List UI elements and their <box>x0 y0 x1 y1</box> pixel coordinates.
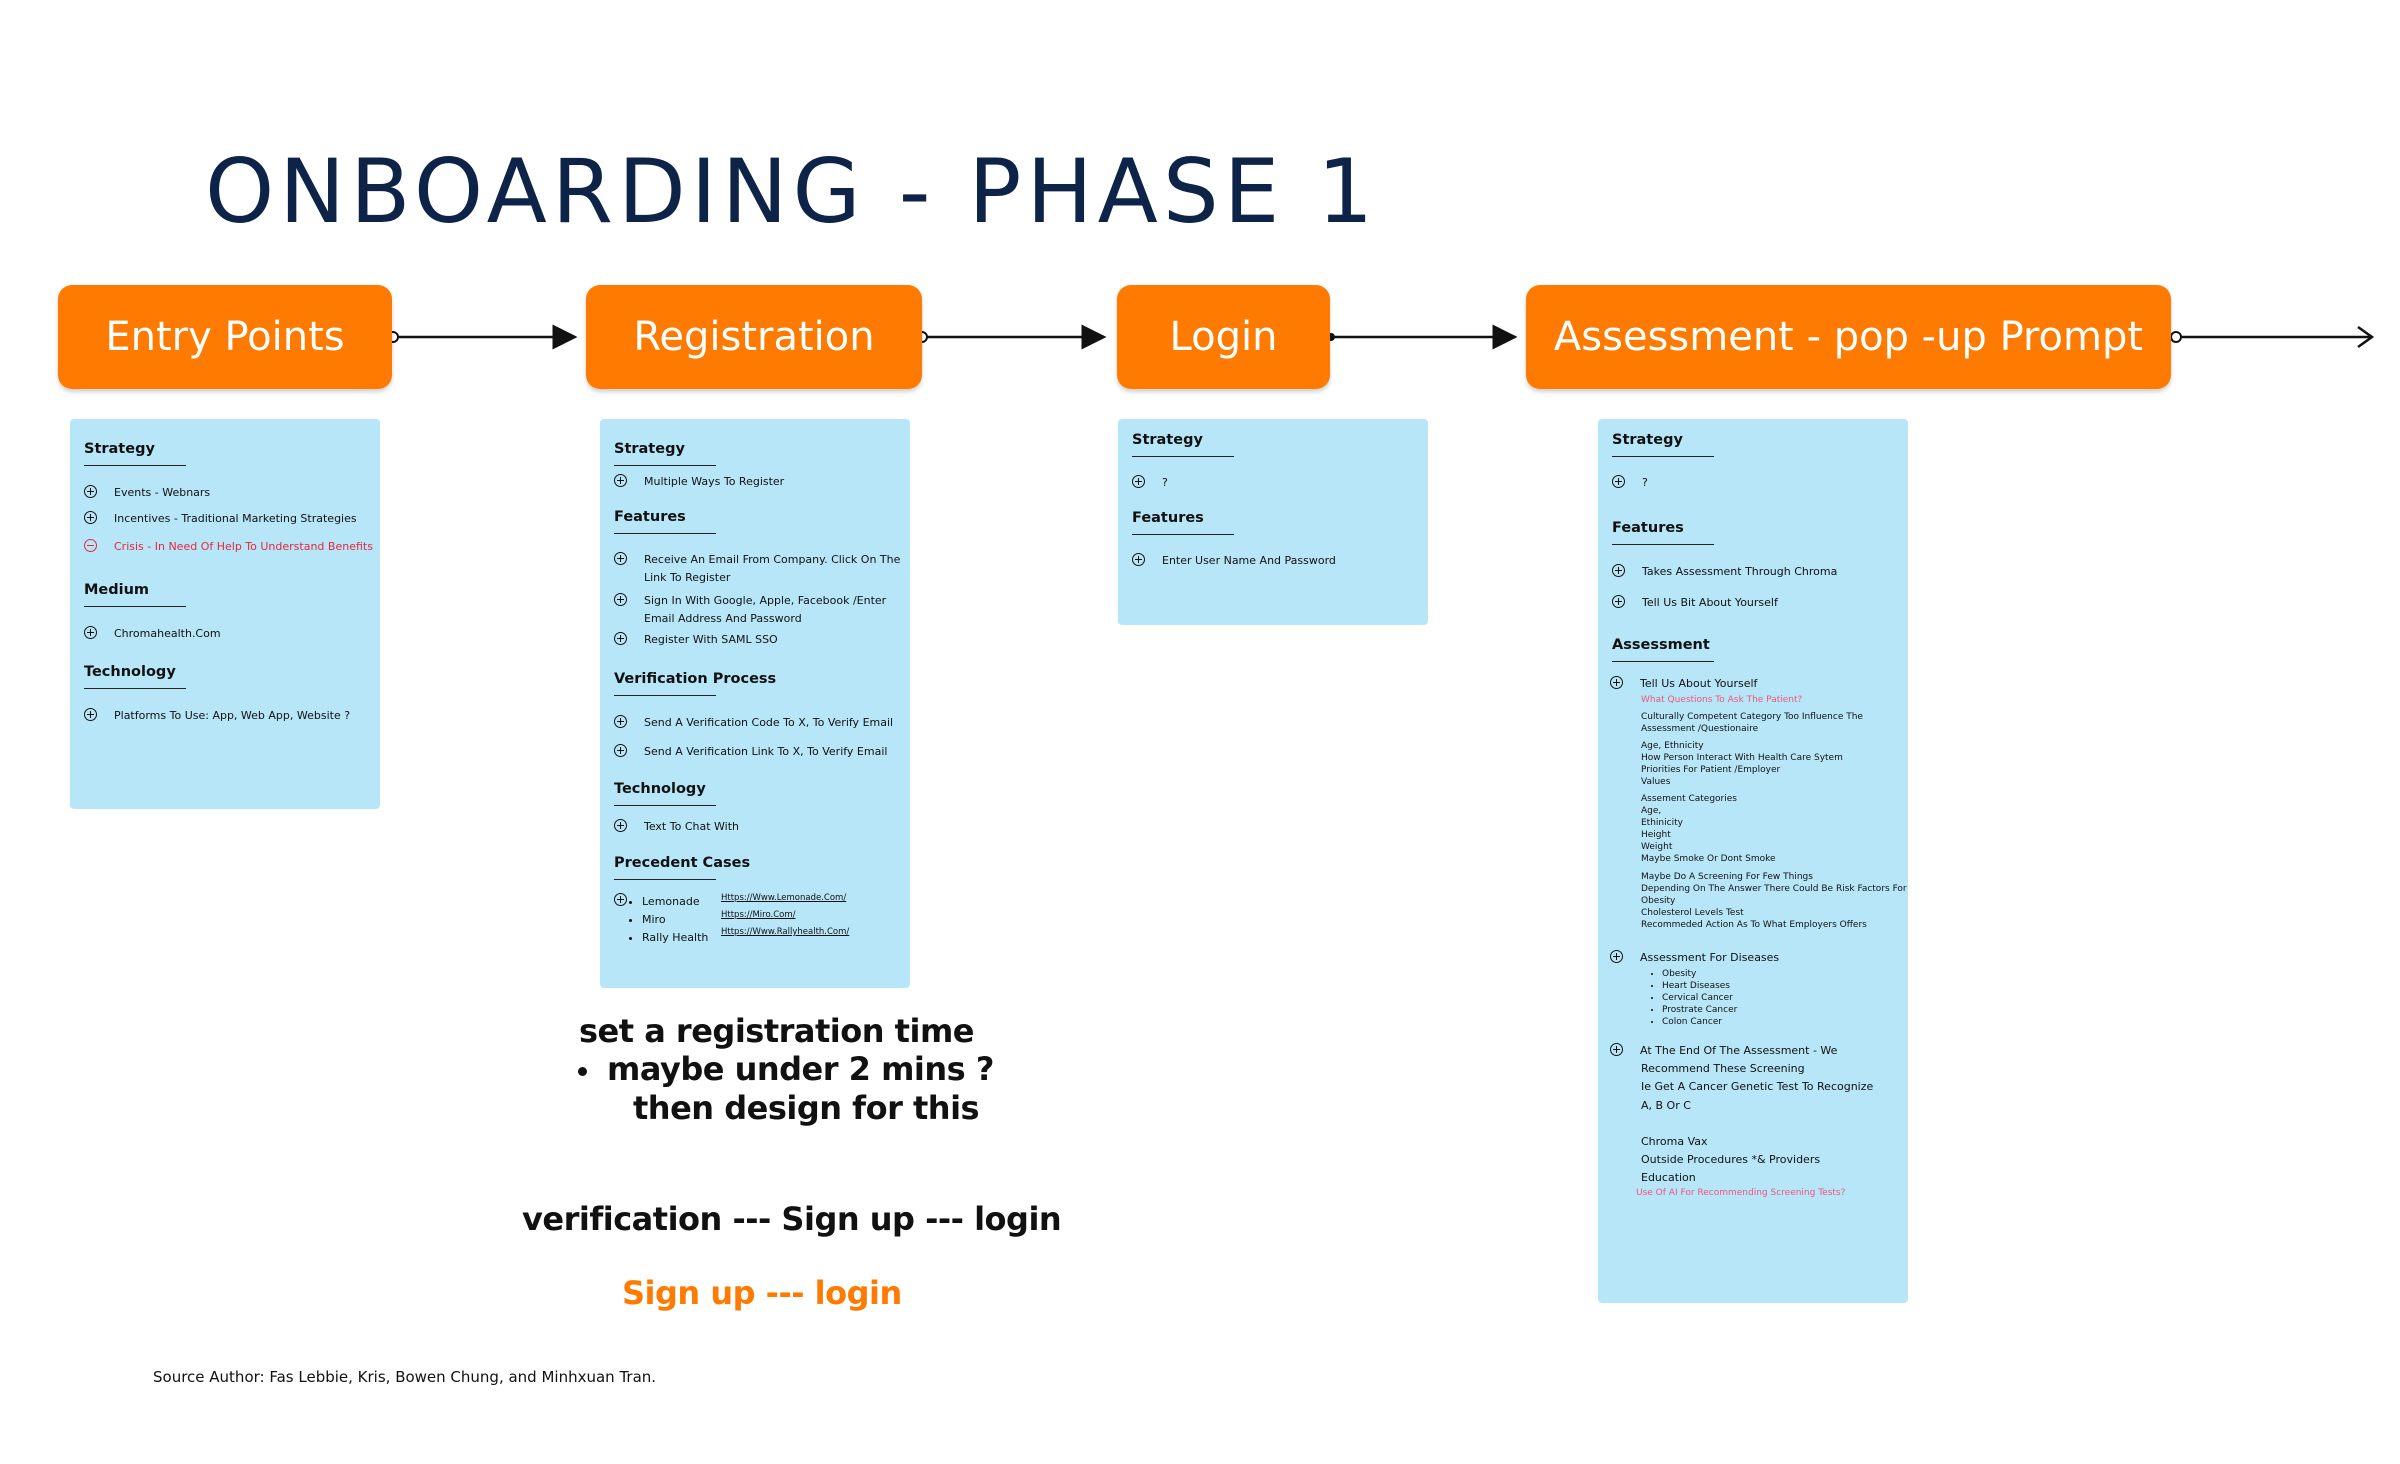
diseases-list <box>1650 968 1737 1028</box>
plus-circle-icon <box>614 474 627 487</box>
screening-line: Obesity <box>1641 896 1676 906</box>
stage-login: Login <box>1117 285 1330 389</box>
entry-points-card: Strategy Events - Webnars Incentives - Traditional Marketing Strategies Crisis - In Need Of Help To Understand Benefits Medium Chromahealth.Com Technology Platforms To Use: App, Web App, Website ? <box>70 419 380 809</box>
what-questions-note: What Questions To Ask The Patient? <box>1641 695 1803 705</box>
screening-line: Cholesterol Levels Test <box>1641 908 1744 918</box>
registration-card: Strategy Multiple Ways To Register Features Receive An Email From Company. Click On The Link To Register Sign In With Google, Apple, Facebook /Enter Email Address And Password Register With SAML SSO Verification Process Send A Verification Code To X, To Verify Email Send A Verification Link To X, To Verify Email Technology Text To Chat With Precedent Cases • Lemonade • Miro • Rally Health Https://Www.Lemonade.Com/ Https://Miro.Com/ Https://Www.Rallyhealth.Com/ <box>600 419 910 988</box>
plus-circle-icon <box>84 626 97 639</box>
page-title: ONBOARDING - PHASE 1 <box>205 140 1379 243</box>
connector-assessment-next <box>2171 327 2372 347</box>
plus-circle-icon <box>614 744 627 757</box>
assessment-features-head: Features <box>1612 520 1684 536</box>
entry-technology-head: Technology <box>84 664 176 680</box>
note-design-for-this: then design for this <box>633 1089 980 1127</box>
minus-circle-icon <box>84 539 97 552</box>
login-card: Strategy ? Features Enter User Name And Password <box>1118 419 1428 625</box>
stage-registration: Registration <box>586 285 922 389</box>
disease-item: • Heart Diseases <box>1662 980 1737 992</box>
category-line: Ethinicity <box>1641 818 1683 828</box>
stage-assessment: Assessment - pop -up Prompt <box>1526 285 2171 389</box>
entry-medium-head: Medium <box>84 582 150 598</box>
disease-item: • Obesity <box>1662 968 1737 980</box>
extra-line: Education <box>1641 1171 1696 1184</box>
culture-line: Priorities For Patient /Employer <box>1641 765 1781 775</box>
registration-features-head: Features <box>614 509 686 525</box>
plus-circle-icon <box>1132 553 1145 566</box>
assessment-strategy-head: Strategy <box>1612 432 1683 448</box>
connector-entry-registration <box>388 332 575 342</box>
culture-line: Culturally Competent Category Too Influence The <box>1641 712 1863 722</box>
extra-line: Outside Procedures *& Providers <box>1641 1153 1821 1166</box>
category-line: Assement Categories <box>1641 794 1737 804</box>
plus-circle-icon <box>614 819 627 832</box>
note-registration-time: set a registration time <box>579 1012 974 1050</box>
note-flow-verification: verification --- Sign up --- login <box>522 1200 1062 1238</box>
end-line: A, B Or C <box>1641 1099 1691 1112</box>
precedent-name: • Lemonade <box>642 893 708 911</box>
note-flow-signup: Sign up --- login <box>622 1274 902 1312</box>
category-line: Weight <box>1641 842 1673 852</box>
culture-line: Age, Ethnicity <box>1641 741 1704 751</box>
plus-circle-icon <box>614 552 627 565</box>
disease-item: • Colon Cancer <box>1662 1016 1737 1028</box>
disease-item: • Prostrate Cancer <box>1662 1004 1737 1016</box>
plus-circle-icon <box>1612 475 1625 488</box>
plus-circle-icon <box>614 715 627 728</box>
note-under-two-mins <box>578 1050 994 1088</box>
precedent-link-rallyhealth[interactable]: Https://Www.Rallyhealth.Com/ <box>721 927 850 937</box>
culture-line: Assessment /Questionaire <box>1641 724 1759 734</box>
screening-line: Maybe Do A Screening For Few Things <box>1641 872 1813 882</box>
precedent-names-list <box>630 893 708 947</box>
plus-circle-icon <box>84 708 97 721</box>
precedent-link-miro[interactable]: Https://Miro.Com/ <box>721 910 796 920</box>
extra-line: Chroma Vax <box>1641 1135 1708 1148</box>
source-credit: Source Author: Fas Lebbie, Kris, Bowen Chung, and Minhxuan Tran. <box>153 1368 657 1386</box>
ai-note: Use Of AI For Recommending Screening Tests? <box>1636 1188 1846 1198</box>
screening-line: Recommeded Action As To What Employers Offers <box>1641 920 1867 930</box>
stage-entry-points: Entry Points <box>58 285 392 389</box>
screening-line: Depending On The Answer There Could Be Risk Factors For <box>1641 884 1907 894</box>
assessment-assessment-head: Assessment <box>1612 637 1710 653</box>
plus-circle-icon <box>1132 475 1145 488</box>
login-features-head: Features <box>1132 510 1204 526</box>
culture-line: How Person Interact With Health Care Sytem <box>1641 753 1843 763</box>
plus-circle-icon <box>84 485 97 498</box>
assessment-card: Strategy ? Features Takes Assessment Through Chroma Tell Us Bit About Yourself Assessment Tell Us About Yourself What Questions To Ask The Patient? Culturally Competent Category Too Influence The Assessment /Questionaire Age, Ethnicity How Person Interact With Health Care Sytem Priorities For Patient /Employer Values Assement Categories Age, Ethinicity Height Weight Maybe Smoke Or Dont Smoke Maybe Do A Screening For Few Things Depending On The Answer There Could Be Risk Factors For Obesity Cholesterol Levels Test Recommeded Action As To What Employers Offers Assessment For Diseases • Obesity • Heart Diseases • Cervical Cancer • Prostrate Cancer • Colon Cancer At The End Of The Assessment - We Recommend These Screening Ie Get A Cancer Genetic Test To Recognize A, B Or C Chroma Vax Outside Procedures *& Providers Education Use Of AI For Recommending Screening Tests? <box>1598 419 1908 1303</box>
plus-circle-icon <box>614 632 627 645</box>
plus-circle-icon <box>614 593 627 606</box>
category-line: Height <box>1641 830 1671 840</box>
plus-circle-icon <box>614 893 627 906</box>
plus-circle-icon <box>1610 950 1623 963</box>
plus-circle-icon <box>84 511 97 524</box>
plus-circle-icon <box>1612 595 1625 608</box>
precedent-name: • Rally Health <box>642 929 708 947</box>
plus-circle-icon <box>1610 676 1623 689</box>
category-line: Maybe Smoke Or Dont Smoke <box>1641 854 1776 864</box>
end-line: Recommend These Screening <box>1641 1062 1805 1075</box>
registration-strategy-head: Strategy <box>614 441 685 457</box>
note-under-two-text: maybe under 2 mins ? <box>607 1050 994 1088</box>
registration-technology-head: Technology <box>614 781 706 797</box>
precedent-name: • Miro <box>642 911 708 929</box>
registration-verification-head: Verification Process <box>614 671 777 687</box>
registration-precedent-head: Precedent Cases <box>614 855 751 871</box>
category-line: Age, <box>1641 806 1662 816</box>
plus-circle-icon <box>1612 564 1625 577</box>
plus-circle-icon <box>1610 1043 1623 1056</box>
entry-strategy-head: Strategy <box>84 441 155 457</box>
culture-line: Values <box>1641 777 1671 787</box>
disease-item: • Cervical Cancer <box>1662 992 1737 1004</box>
precedent-link-lemonade[interactable]: Https://Www.Lemonade.Com/ <box>721 893 847 903</box>
login-strategy-head: Strategy <box>1132 432 1203 448</box>
connector-registration-login <box>917 332 1104 342</box>
bullet-dot <box>578 1067 587 1076</box>
connector-login-assessment <box>1327 333 1515 341</box>
end-line: Ie Get A Cancer Genetic Test To Recognize <box>1641 1080 1874 1093</box>
